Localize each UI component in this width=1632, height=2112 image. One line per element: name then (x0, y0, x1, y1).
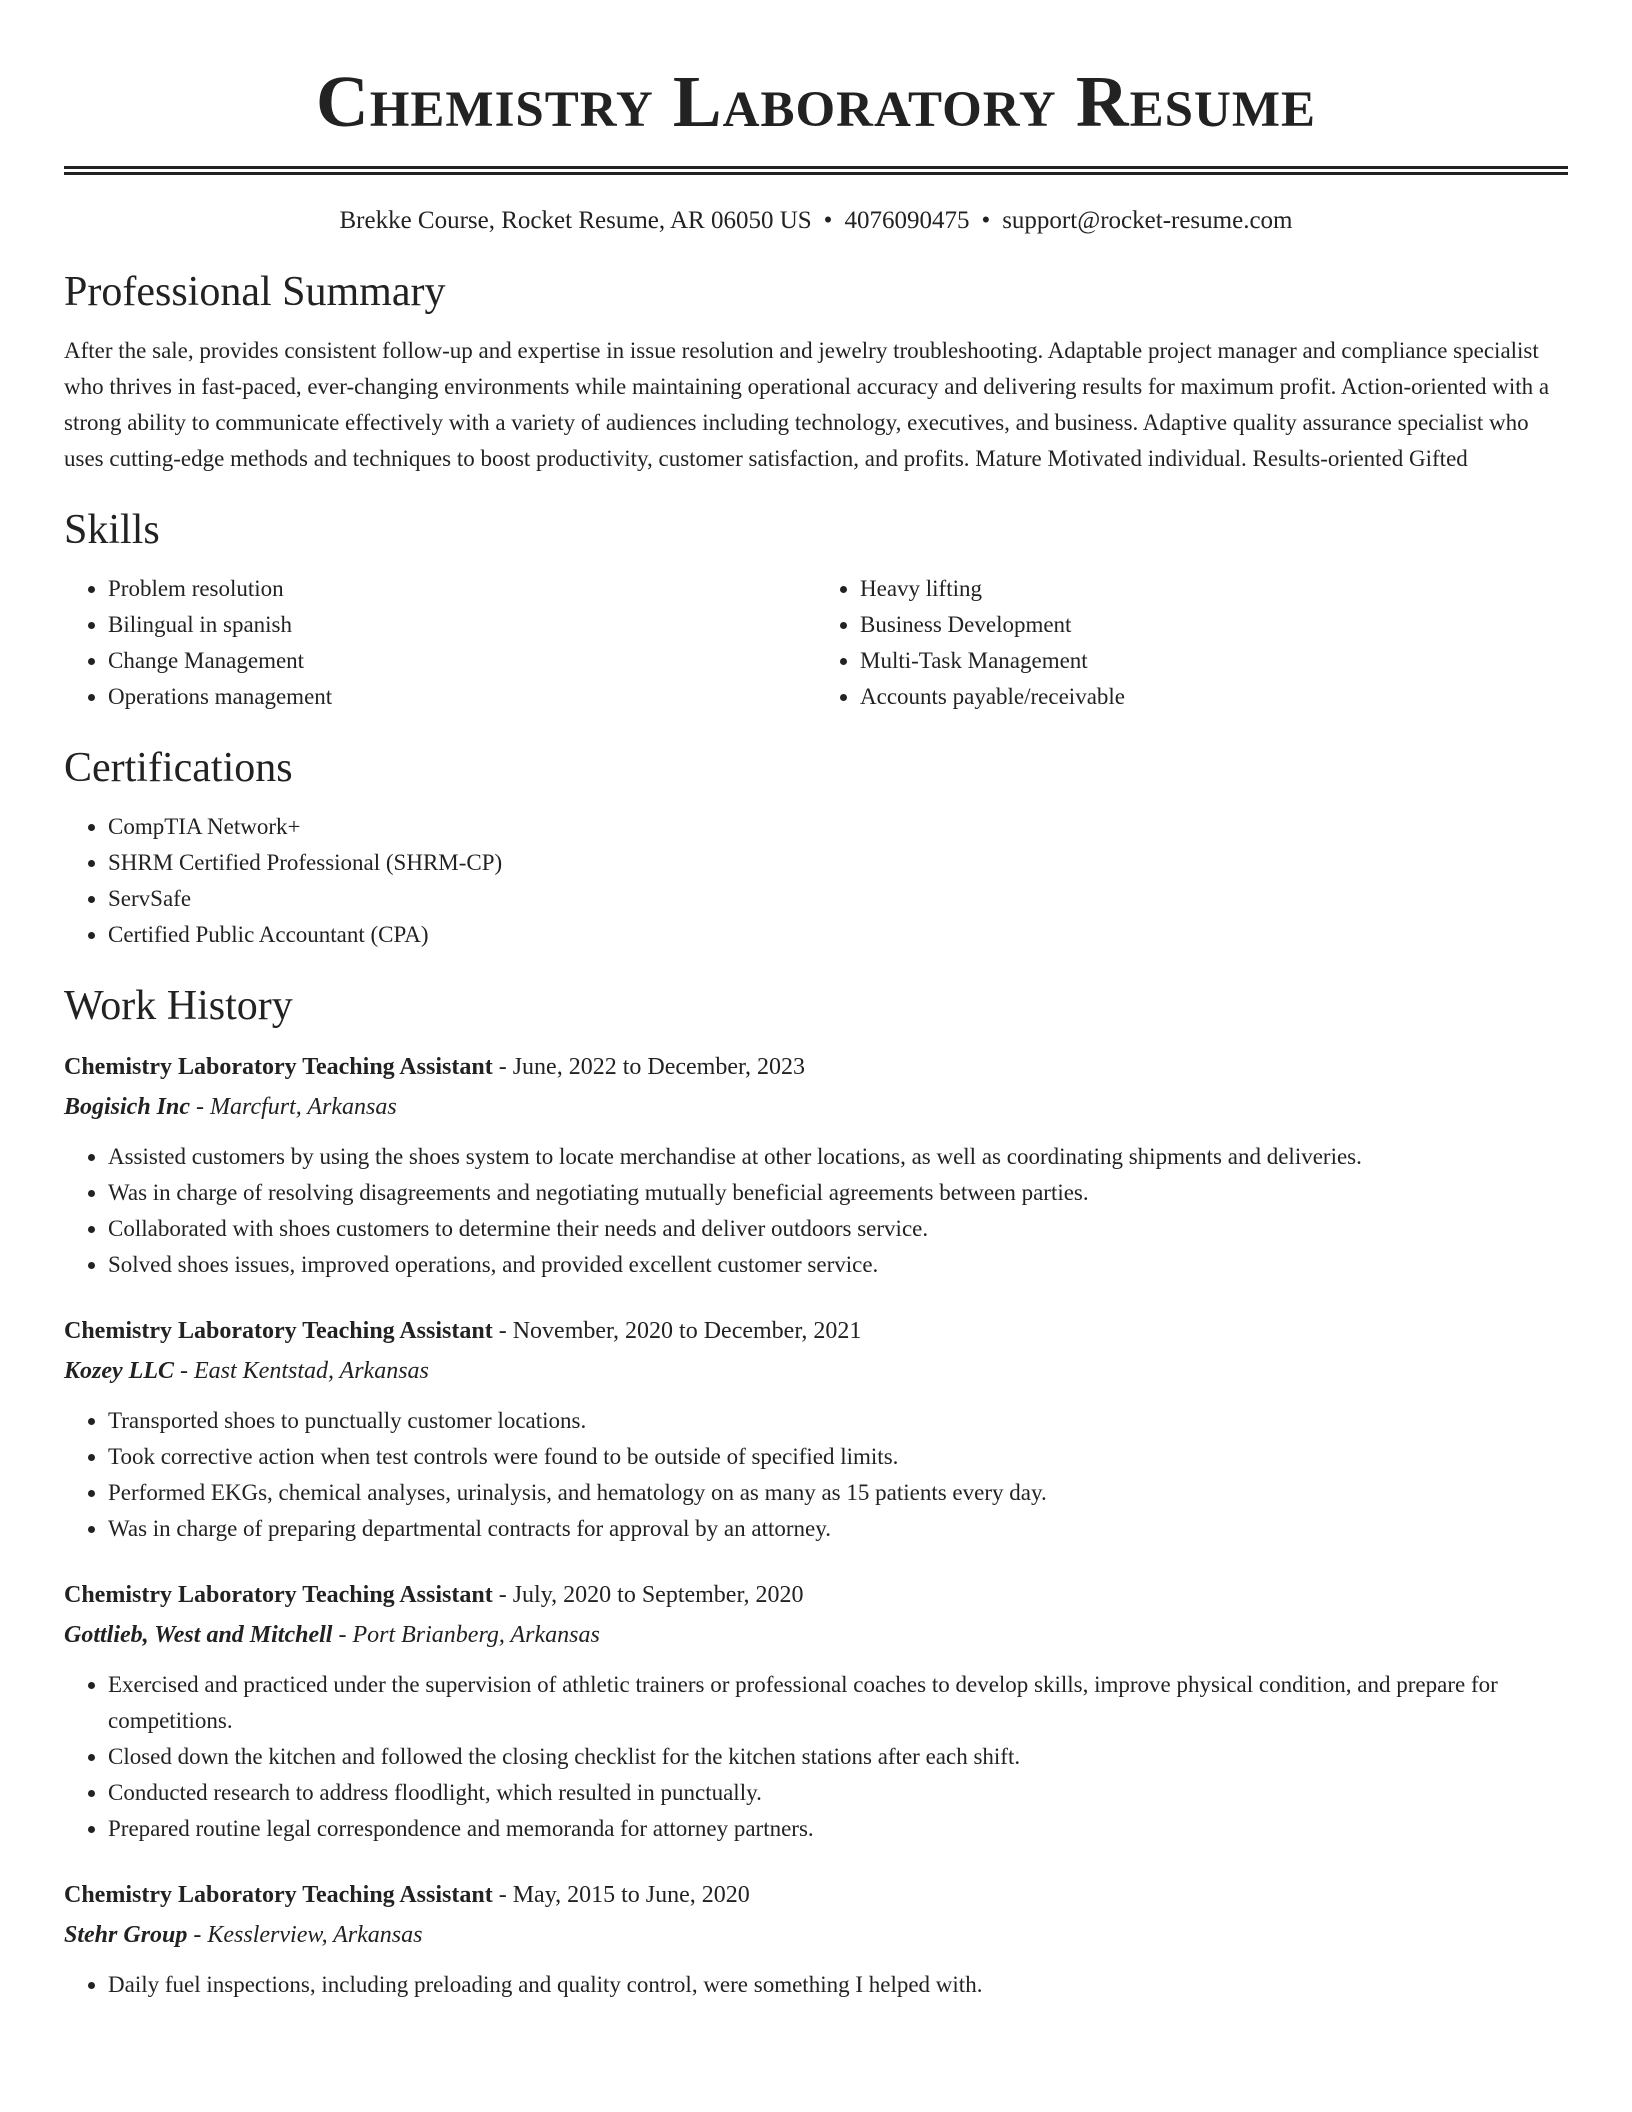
skill-item: • Heavy lifting (860, 571, 1568, 607)
job-company: Stehr Group (64, 1922, 188, 1948)
certification-item: • CompTIA Network+ (108, 809, 1568, 845)
job-dates: May, 2015 to June, 2020 (512, 1882, 750, 1908)
skill-item: • Operations management (108, 679, 816, 715)
job-bullet: • Solved shoes issues, improved operations, and provided excellent customer service. (108, 1247, 1568, 1283)
job-employer (64, 1351, 1568, 1391)
contact-separator: • (823, 207, 833, 234)
job-location: Port Brianberg, Arkansas (352, 1622, 600, 1648)
contact-email: support@rocket-resume.com (1002, 207, 1293, 234)
job-bullets (64, 1667, 1568, 1847)
job-employer (64, 1915, 1568, 1955)
job-bullet: • Was in charge of preparing departmental contracts for approval by an attorney. (108, 1511, 1568, 1547)
job-location: Marcfurt, Arkansas (210, 1094, 397, 1120)
skill-item: • Multi-Task Management (860, 643, 1568, 679)
job-company: Bogisich Inc (64, 1094, 191, 1120)
skill-item: • Change Management (108, 643, 816, 679)
skills-section (64, 503, 1568, 715)
job-entry (64, 1311, 1568, 1547)
job-bullets (64, 1967, 1568, 2003)
certifications-heading: Certifications (64, 745, 293, 791)
contact-address: Brekke Course, Rocket Resume, AR 06050 US (339, 207, 812, 234)
job-bullet: • Closed down the kitchen and followed the closing checklist for the kitchen stations after each shift. (108, 1739, 1568, 1775)
skill-item: • Bilingual in spanish (108, 607, 816, 643)
job-entry (64, 1875, 1568, 2003)
job-bullet: • Took corrective action when test controls were found to be outside of specified limits. (108, 1439, 1568, 1475)
contact-separator: • (981, 207, 991, 234)
job-bullet: • Transported shoes to punctually customer locations. (108, 1403, 1568, 1439)
job-title: Chemistry Laboratory Teaching Assistant (64, 1582, 493, 1608)
job-company: Kozey LLC (64, 1358, 174, 1384)
certifications-list (64, 809, 1568, 953)
skill-item: • Accounts payable/receivable (860, 679, 1568, 715)
job-header (64, 1311, 1568, 1351)
job-header (64, 1047, 1568, 1087)
job-bullet: • Conducted research to address floodlight, which resulted in punctually. (108, 1775, 1568, 1811)
job-dash: - (190, 1094, 211, 1120)
job-bullet: • Prepared routine legal correspondence and memoranda for attorney partners. (108, 1811, 1568, 1847)
job-dash: - (187, 1922, 208, 1948)
resume-title: Chemistry Laboratory Resume (316, 61, 1316, 142)
job-title: Chemistry Laboratory Teaching Assistant (64, 1882, 493, 1908)
job-location: East Kentstad, Arkansas (193, 1358, 429, 1384)
job-employer (64, 1615, 1568, 1655)
job-bullet: • Assisted customers by using the shoes system to locate merchandise at other locations, as well as coordinating shipments and deliveries. (108, 1139, 1568, 1175)
job-company: Gottlieb, West and Mitchell (64, 1622, 333, 1648)
work-history-heading: Work History (64, 983, 293, 1029)
job-bullet: • Daily fuel inspections, including preloading and quality control, were something I helped with. (108, 1967, 1568, 2003)
job-bullets (64, 1139, 1568, 1283)
job-header (64, 1875, 1568, 1915)
job-header (64, 1575, 1568, 1615)
job-title: Chemistry Laboratory Teaching Assistant (64, 1054, 493, 1080)
skills-columns (64, 571, 1568, 715)
summary-text: After the sale, provides consistent follow-up and expertise in issue resolution and jewelry troubleshooting. Adaptable project manager and compliance specialist who thrives in fast-paced, ever-changing environments while maintaining operational accuracy and delivering results for maximum profit. Action-oriented with a strong ability to communicate effectively with a variety of audiences including technology, executives, and business. Adaptive quality assurance specialist who uses cutting-edge methods and techniques to boost productivity, customer satisfaction, and profits. Mature Motivated individual. Results-oriented Gifted (64, 338, 1550, 471)
job-dash: - (332, 1622, 353, 1648)
summary-section (64, 265, 1568, 477)
job-dates: June, 2022 to December, 2023 (512, 1054, 806, 1080)
skills-heading: Skills (64, 507, 160, 553)
skill-item: • Business Development (860, 607, 1568, 643)
job-dash: - (173, 1358, 194, 1384)
work-history-section (64, 979, 1568, 2003)
skills-list-right (816, 571, 1568, 715)
skills-list-left (64, 571, 816, 715)
job-bullet: • Collaborated with shoes customers to determine their needs and deliver outdoors service. (108, 1211, 1568, 1247)
job-dash: - (492, 1054, 513, 1080)
certifications-section (64, 741, 1568, 953)
contact-phone: 4076090475 (844, 207, 970, 234)
certification-item: • ServSafe (108, 881, 1568, 917)
job-title: Chemistry Laboratory Teaching Assistant (64, 1318, 493, 1344)
skill-item: • Problem resolution (108, 571, 816, 607)
contact-line (64, 203, 1568, 239)
job-bullet: • Performed EKGs, chemical analyses, urinalysis, and hematology on as many as 15 patients every day. (108, 1475, 1568, 1511)
job-bullets (64, 1403, 1568, 1547)
certification-item: • Certified Public Accountant (CPA) (108, 917, 1568, 953)
job-bullet: • Exercised and practiced under the supervision of athletic trainers or professional coaches to develop skills, improve physical condition, and prepare for competitions. (108, 1667, 1568, 1739)
job-dates: November, 2020 to December, 2021 (512, 1318, 862, 1344)
job-employer (64, 1087, 1568, 1127)
job-location: Kesslerview, Arkansas (207, 1922, 423, 1948)
job-bullet: • Was in charge of resolving disagreements and negotiating mutually beneficial agreements between parties. (108, 1175, 1568, 1211)
job-entry (64, 1575, 1568, 1847)
job-entry (64, 1047, 1568, 1283)
job-dates: July, 2020 to September, 2020 (512, 1582, 804, 1608)
title-divider (64, 166, 1568, 175)
summary-heading: Professional Summary (64, 269, 446, 315)
job-dash: - (492, 1882, 513, 1908)
job-dash: - (492, 1582, 513, 1608)
job-dash: - (492, 1318, 513, 1344)
certification-item: • SHRM Certified Professional (SHRM-CP) (108, 845, 1568, 881)
